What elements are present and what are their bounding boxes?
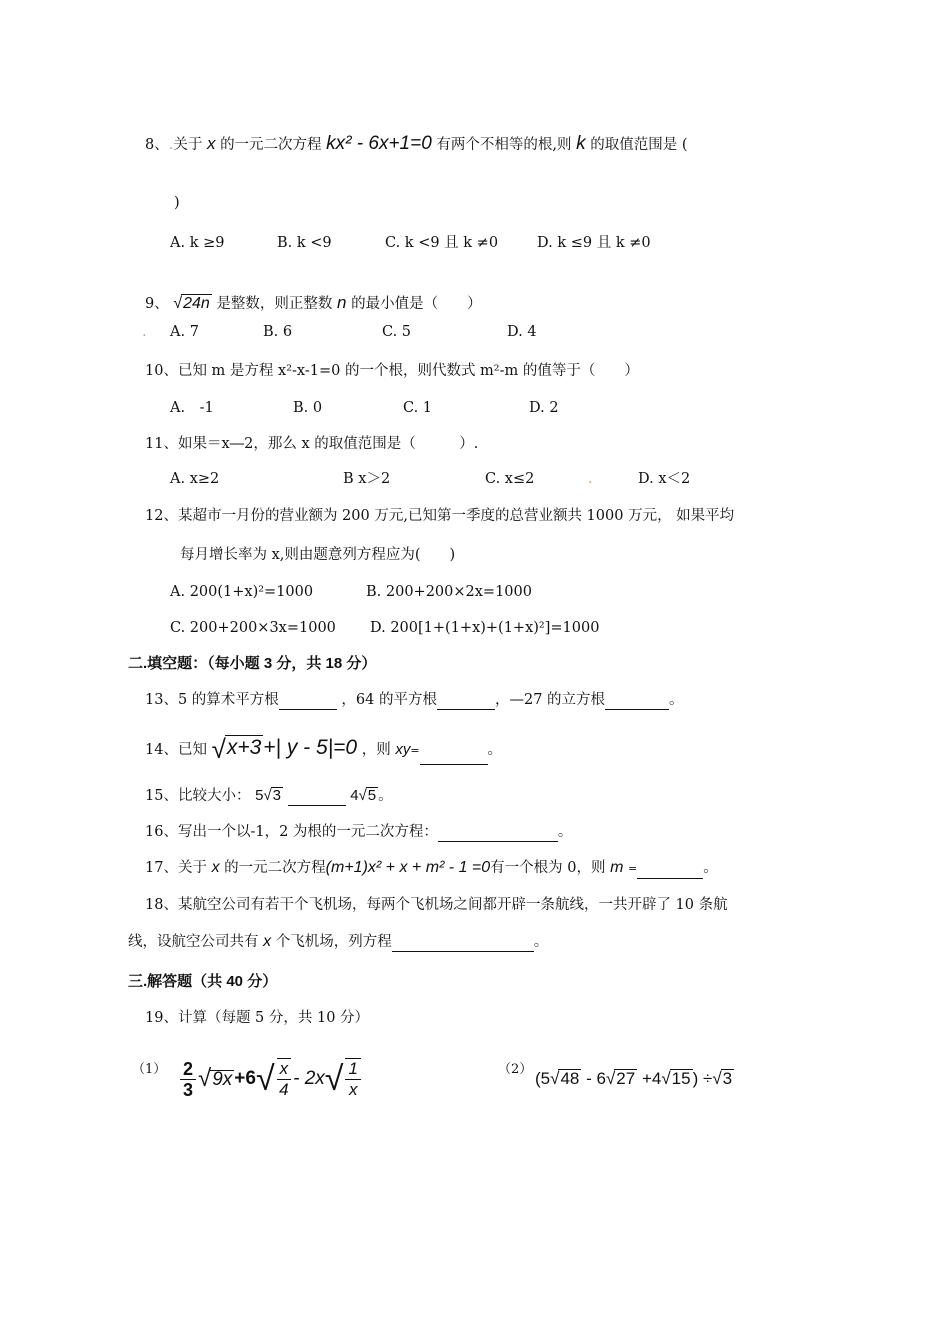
q10-option-b: B. 0 [293, 400, 323, 416]
q8-line: 8、.关于 x 的一元二次方程 kx² - 6x+1=0 有两个不相等的根,则 k 的取值范围是 ( [145, 133, 688, 154]
q17-equals: = [628, 862, 638, 875]
q13-text-c: ，—27 的立方根 [494, 692, 606, 708]
q19-p1-radicand1: 9x [212, 1068, 233, 1090]
q18-text-a: 18、某航空公司有若干个飞机场，每两个飞机场之间都开辟一条航线，一共开辟了 10 条航 [145, 897, 728, 913]
q9-radicand: 24n [183, 295, 210, 312]
q15-right-radicand: 5 [367, 787, 377, 804]
q8-option-d: D. k ≤9 且 k ≠0 [537, 235, 651, 251]
q13-text-a: 13、5 的算术平方根 [145, 692, 279, 708]
q12-text: 12、某超市一月份的营业额为 200 万元,已知第一季度的总营业额共 1000 万元， 如果平均 [145, 508, 735, 524]
q19-p1-frac2-num: x [277, 1059, 292, 1080]
q8-text2: 的一元二次方程 [220, 137, 322, 153]
q19-p1-coef2: +6 [234, 1068, 256, 1089]
q10-text: 10、已知 m 是方程 x²-x-1=0 的一个根，则代数式 m²-m 的值等于（ ） [145, 363, 639, 379]
q12-option-d: D. 200[1+(1+x)+(1+x)²]=1000 [370, 620, 600, 636]
decor-dot: . [588, 471, 593, 487]
q18-blank[interactable] [392, 937, 534, 952]
q19-p2-radicand1: 48 [560, 1069, 580, 1088]
q9-option-d: D. 4 [507, 324, 537, 340]
q16-text: 16、写出一个以-1，2 为根的一元二次方程： [145, 824, 438, 840]
q13-blank-2[interactable] [437, 695, 495, 710]
q8-text4: 的取值范围是 ( [590, 137, 688, 153]
q15-right-coef: 4 [350, 787, 359, 804]
q19-p2-radicand4: 3 [722, 1069, 733, 1088]
q14-var-xy: xy [395, 741, 411, 758]
q13-text-b: ，64 的平方根 [341, 692, 437, 708]
q16-line [145, 822, 572, 842]
q13-blank-3[interactable] [605, 695, 669, 710]
q10-option-d: D. 2 [529, 400, 559, 416]
q19-p2-radicand2: 27 [616, 1069, 636, 1088]
q14-text-b: ，则 [361, 742, 391, 758]
decor-dot: . [142, 324, 147, 340]
q14-text-a: 14、已知 [145, 742, 207, 758]
q14-line: 14、已知 √x+3+| y - 5|=0 ，则 xy= 。 [145, 734, 503, 764]
q18-line2 [128, 932, 548, 952]
q19-part2-expression: (5√48 - 6√27 +4√15 ) ÷√3 [535, 1069, 733, 1088]
q10-option-c: C. 1 [403, 400, 433, 416]
q17-text-b: 的一元二次方程 [224, 860, 326, 876]
q8-text3: 有两个不相等的根,则 [436, 137, 572, 153]
q12-option-c: C. 200+200×3x=1000 [170, 620, 336, 636]
q18-text-b: 线，设航空公司共有 [128, 934, 259, 950]
q8-close-paren: ) [174, 195, 180, 211]
q8-option-c: C. k <9 且 k ≠0 [385, 235, 499, 251]
q8-option-b: B. k <9 [277, 235, 332, 251]
q12-option-b: B. 200+200×2x=1000 [366, 584, 532, 600]
q18-text-c: 个飞机场，列方程 [275, 934, 392, 950]
q17-text-a: 17、关于 [145, 860, 207, 876]
q14-equation: +| y - 5|=0 [263, 736, 358, 759]
q9-option-a: A. 7 [170, 324, 199, 340]
q8-option-a: A. k ≥9 [170, 235, 225, 251]
q8-var-x: x [206, 134, 216, 153]
q19-text: 19、计算（每题 5 分，共 10 分） [145, 1010, 370, 1026]
q16-blank[interactable] [438, 827, 558, 842]
q15-blank[interactable] [288, 791, 346, 806]
q19-p2-mid2: +4 [637, 1069, 662, 1088]
q15-line: 15、比较大小： 5√3 4√5 。 [145, 787, 393, 804]
section-solutions-heading: 三.解答题（共 40 分） [128, 973, 278, 990]
q9-number: 9、 [145, 296, 169, 312]
q11-text: 11、如果＝x―2，那么 x 的取值范围是（ ）. [145, 436, 479, 452]
q17-blank[interactable] [637, 864, 703, 879]
q15-text: 15、比较大小： [145, 788, 251, 804]
q17-equation: (m+1)x² + x + m² - 1 =0 [325, 859, 491, 876]
q8-text: 关于 [173, 137, 203, 153]
q14-end: 。 [487, 742, 503, 758]
q11-option-c: C. x≤2 [485, 471, 535, 487]
q18-end: 。 [533, 934, 549, 950]
q12-text2: 每月增长率为 x,则由题意列方程应为( ) [180, 547, 456, 563]
q19-part2-label: （2） [498, 1062, 533, 1077]
section-fill-in-heading: 二.填空题：（每小题 3 分，共 18 分） [128, 655, 377, 672]
q19-p2-radicand3: 15 [671, 1069, 691, 1088]
q11-option-a: A. x≥2 [170, 471, 220, 487]
q19-part1-label: （1） [132, 1062, 167, 1077]
q15-left-radicand: 3 [272, 787, 281, 804]
q12-option-a: A. 200(1+x)²=1000 [170, 584, 314, 600]
q17-text-c: 有一个根为 0，则 [490, 860, 606, 876]
q18-var-x: x [263, 933, 272, 950]
q13-text-d: 。 [669, 692, 684, 708]
q15-end: 。 [378, 788, 393, 804]
q13-line [145, 690, 684, 710]
q10-option-a: A. -1 [170, 400, 214, 416]
q15-left-coef: 5 [255, 787, 264, 804]
q17-var-x: x [211, 859, 220, 876]
q19-p1-frac3-num: 1 [345, 1059, 360, 1080]
q9-var-n: n [337, 293, 347, 312]
q9-option-c: C. 5 [382, 324, 412, 340]
q17-end: 。 [703, 860, 718, 876]
q8-equation: kx² - 6x+1=0 [326, 133, 432, 154]
q8-var-k: k [576, 133, 586, 154]
q13-blank-1[interactable] [279, 695, 337, 710]
q19-p1-coef3: - 2x [293, 1068, 325, 1089]
q9-option-b: B. 6 [263, 324, 293, 340]
q19-part1-expression: $\frac{2}{3}$ √9x +6√ $\frac{x}{4}$ - 2x√ $\frac{1}{x}$ [178, 1054, 363, 1104]
q9-text: 是整数，则正整数 [216, 296, 333, 312]
q17-line [145, 858, 718, 879]
q9-line: 9、 √24n 是整数，则正整数 n 的最小值是（ ） [145, 293, 482, 312]
q16-end: 。 [557, 824, 573, 840]
q19-p2-mid1: - 6 [581, 1069, 606, 1088]
fraction-2-3 [180, 1059, 196, 1100]
q11-option-b: B x＞2 [343, 471, 391, 487]
q19-p1-fraction2 [277, 1058, 292, 1100]
q14-blank[interactable] [420, 750, 488, 765]
q19-p1-frac3-den: x [348, 1080, 358, 1099]
q9-text2: 的最小值是（ ） [351, 296, 482, 312]
q11-option-d: D. x＜2 [638, 471, 691, 487]
q8-number: 8、 [145, 137, 169, 153]
q14-equals: = [410, 744, 420, 757]
q19-p1-frac1-den: 3 [183, 1079, 194, 1100]
q14-radicand: x+3 [226, 736, 262, 759]
q19-p2-close: ) ÷ [692, 1069, 713, 1088]
q19-p1-fraction3 [345, 1058, 360, 1100]
q19-p1-frac2-den: 4 [279, 1080, 289, 1099]
q19-p1-frac1-num: 2 [180, 1059, 196, 1080]
q17-var-m: m [610, 859, 624, 876]
q19-p2-open: (5 [535, 1069, 551, 1088]
